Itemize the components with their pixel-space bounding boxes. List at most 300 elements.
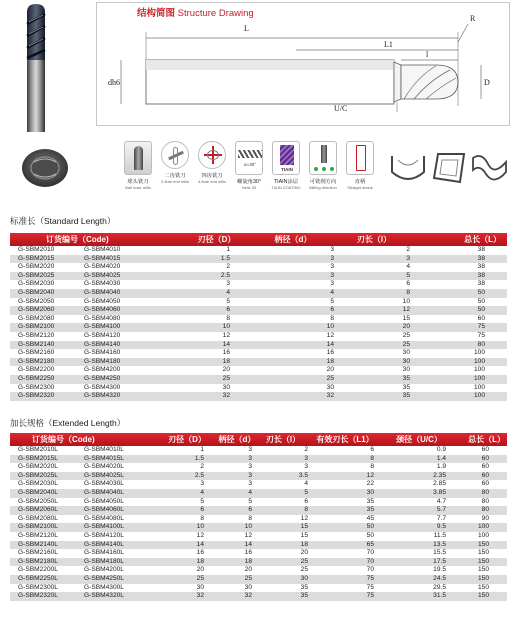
dim-label-dh6: dh6 bbox=[108, 78, 120, 87]
table-cell: G-SBM2140 bbox=[18, 340, 55, 348]
extended-section-title: 加长规格（Extended Length） bbox=[10, 418, 126, 428]
table-cell: 30 bbox=[402, 349, 410, 357]
ext-header-shank: 柄径（d） bbox=[218, 435, 256, 444]
table-cell: 1 bbox=[200, 446, 204, 453]
table-cell: G-SBM2160L bbox=[18, 549, 58, 557]
helix-angle-label: α=30° bbox=[243, 162, 257, 167]
table-cell: 75 bbox=[477, 323, 485, 331]
table-cell: 6 bbox=[304, 497, 308, 505]
table-row bbox=[10, 506, 507, 515]
table-cell: 38 bbox=[477, 254, 485, 262]
table-cell: 25 bbox=[244, 574, 252, 582]
table-cell: 150 bbox=[477, 583, 489, 591]
table-cell: 6 bbox=[226, 306, 230, 314]
table-cell: 75 bbox=[366, 592, 374, 600]
table-cell: 3 bbox=[226, 280, 230, 288]
table-cell: 2 bbox=[200, 463, 204, 471]
table-cell: G-SBM4080L bbox=[84, 514, 124, 522]
drawing-neck bbox=[394, 62, 401, 102]
table-row bbox=[10, 463, 507, 472]
table-cell: 8 bbox=[200, 514, 204, 522]
drawing-title-cn: 结构简图 bbox=[137, 8, 176, 19]
std-header-shank: 柄径（d） bbox=[274, 235, 312, 244]
table-row bbox=[10, 575, 507, 584]
table-cell: 12 bbox=[244, 531, 252, 539]
dim-label-l: l bbox=[426, 50, 429, 59]
table-cell: 20 bbox=[196, 566, 204, 574]
table-cell: 12 bbox=[326, 331, 334, 339]
table-cell: 18 bbox=[222, 357, 230, 365]
table-cell: 35 bbox=[300, 592, 308, 600]
std-header-flute-length: 刃长（l） bbox=[356, 235, 392, 244]
table-cell: 12 bbox=[300, 514, 308, 522]
table-cell: 60 bbox=[481, 463, 489, 471]
table-cell: G-SBM4300 bbox=[84, 383, 121, 391]
table-cell: 3 bbox=[330, 271, 334, 279]
table-cell: 15 bbox=[402, 314, 410, 322]
table-cell: 80 bbox=[481, 506, 489, 514]
table-cell: 20 bbox=[402, 323, 410, 331]
table-row bbox=[10, 263, 507, 272]
table-cell: 35 bbox=[366, 506, 374, 514]
table-cell: G-SBM4100 bbox=[84, 323, 121, 331]
table-cell: 80 bbox=[477, 340, 485, 348]
table-cell: G-SBM2025 bbox=[18, 271, 55, 279]
table-cell: G-SBM2100L bbox=[18, 523, 58, 531]
extended-table-body bbox=[10, 446, 507, 601]
ext-header-code: 订货编号（Code) bbox=[32, 435, 95, 444]
table-cell: 3.85 bbox=[433, 488, 446, 496]
table-cell: 30 bbox=[402, 366, 410, 374]
table-cell: 16 bbox=[244, 549, 252, 557]
table-cell: 45 bbox=[366, 514, 374, 522]
table-row bbox=[10, 375, 507, 384]
feature-ball-nose-cn: 球头铣刀 bbox=[127, 179, 149, 185]
table-cell: 10 bbox=[326, 323, 334, 331]
ball-nose-end-mill-photo bbox=[16, 2, 56, 134]
feature-straight-shank bbox=[342, 141, 378, 190]
table-cell: 75 bbox=[366, 583, 374, 591]
table-cell: 100 bbox=[473, 349, 485, 357]
table-cell: G-SBM4120L bbox=[84, 531, 124, 539]
dim-label-D: D bbox=[484, 78, 490, 87]
table-cell: 38 bbox=[477, 263, 485, 271]
table-cell: 100 bbox=[473, 392, 485, 400]
table-cell: 16 bbox=[196, 549, 204, 557]
table-cell: 3 bbox=[330, 280, 334, 288]
table-cell: G-SBM2015L bbox=[18, 454, 58, 462]
ball-nose-icon bbox=[124, 141, 152, 175]
table-cell: G-SBM2200L bbox=[18, 566, 58, 574]
table-cell: 0.9 bbox=[436, 446, 446, 453]
table-cell: 60 bbox=[481, 471, 489, 479]
table-cell: 50 bbox=[477, 297, 485, 305]
table-cell: 20 bbox=[300, 549, 308, 557]
ext-header-overall-length: 总长（L） bbox=[468, 435, 505, 444]
table-cell: 8 bbox=[248, 514, 252, 522]
table-cell: G-SBM4050L bbox=[84, 497, 124, 505]
standard-table-body bbox=[10, 246, 507, 401]
standard-section-title: 标准长（Standard Length） bbox=[10, 216, 116, 226]
ext-header-d: 刃径（D） bbox=[168, 435, 206, 444]
table-cell: 25 bbox=[402, 331, 410, 339]
two-flute-icon bbox=[161, 141, 189, 169]
table-row bbox=[10, 472, 507, 481]
table-cell: 3.5 bbox=[298, 471, 308, 479]
table-cell: 3 bbox=[200, 480, 204, 488]
feature-2-flute bbox=[157, 141, 193, 184]
table-cell: G-SBM2010 bbox=[18, 246, 55, 253]
table-row bbox=[10, 255, 507, 264]
table-row bbox=[10, 323, 507, 332]
table-cell: G-SBM4040 bbox=[84, 288, 121, 296]
table-cell: 100 bbox=[473, 383, 485, 391]
table-cell: 12 bbox=[222, 331, 230, 339]
table-row bbox=[10, 306, 507, 315]
straight-shank-icon bbox=[346, 141, 374, 175]
table-cell: 6 bbox=[330, 306, 334, 314]
feature-milling-direction-cn: 可铣削方向 bbox=[309, 179, 337, 185]
dim-label-L1: L1 bbox=[384, 40, 393, 49]
table-cell: G-SBM4320L bbox=[84, 592, 124, 600]
table-row bbox=[10, 341, 507, 350]
table-cell: G-SBM2120 bbox=[18, 331, 55, 339]
feature-tiain-coating-en: TIAIN COATING bbox=[271, 185, 301, 190]
table-cell: 4 bbox=[226, 288, 230, 296]
table-cell: 7.7 bbox=[436, 514, 446, 522]
table-cell: 31.5 bbox=[433, 592, 446, 600]
table-cell: 29.5 bbox=[433, 583, 446, 591]
table-cell: G-SBM2320L bbox=[18, 592, 58, 600]
table-cell: 100 bbox=[473, 357, 485, 365]
table-cell: G-SBM4025L bbox=[84, 471, 124, 479]
table-cell: 3 bbox=[248, 463, 252, 471]
table-cell: 5 bbox=[226, 297, 230, 305]
table-row bbox=[10, 489, 507, 498]
table-cell: G-SBM4300L bbox=[84, 583, 124, 591]
feature-milling-direction-en: Milling direction bbox=[309, 185, 337, 190]
table-cell: 60 bbox=[481, 480, 489, 488]
table-cell: 65 bbox=[366, 540, 374, 548]
table-cell: G-SBM2160 bbox=[18, 349, 55, 357]
table-cell: 75 bbox=[477, 331, 485, 339]
feature-2-flute-en: 2-flute end mills bbox=[160, 179, 189, 184]
table-cell: 15.5 bbox=[433, 549, 446, 557]
table-cell: 100 bbox=[473, 374, 485, 382]
table-cell: G-SBM4060L bbox=[84, 506, 124, 514]
pocket-profile-icon bbox=[430, 148, 470, 188]
table-cell: 3 bbox=[406, 254, 410, 262]
table-cell: G-SBM4180 bbox=[84, 357, 121, 365]
helix-angle-icon bbox=[235, 141, 263, 175]
table-cell: 6 bbox=[248, 506, 252, 514]
table-cell: 5 bbox=[200, 497, 204, 505]
table-cell: G-SBM2250 bbox=[18, 374, 55, 382]
table-row bbox=[10, 592, 507, 601]
table-cell: 38 bbox=[477, 271, 485, 279]
table-cell: G-SBM2320 bbox=[18, 392, 55, 400]
table-cell: 3 bbox=[248, 446, 252, 453]
table-cell: 150 bbox=[477, 566, 489, 574]
ext-header-effective-length: 有效刃长（L1） bbox=[316, 435, 374, 444]
table-cell: 25 bbox=[326, 374, 334, 382]
table-cell: 50 bbox=[477, 288, 485, 296]
table-cell: 8 bbox=[370, 454, 374, 462]
std-header-overall-length: 总长（L） bbox=[464, 235, 501, 244]
table-row bbox=[10, 584, 507, 593]
table-cell: G-SBM4015 bbox=[84, 254, 121, 262]
table-cell: 2.35 bbox=[433, 471, 446, 479]
table-cell: G-SBM2180L bbox=[18, 557, 58, 565]
table-cell: 10 bbox=[222, 323, 230, 331]
table-cell: 10 bbox=[402, 297, 410, 305]
table-cell: 8 bbox=[304, 506, 308, 514]
table-cell: 18 bbox=[196, 557, 204, 565]
table-cell: G-SBM4060 bbox=[84, 306, 121, 314]
table-cell: G-SBM4080 bbox=[84, 314, 121, 322]
table-cell: G-SBM4015L bbox=[84, 454, 124, 462]
table-cell: 22 bbox=[366, 480, 374, 488]
table-cell: G-SBM2040L bbox=[18, 488, 58, 496]
table-cell: 4 bbox=[200, 488, 204, 496]
table-cell: 25 bbox=[196, 574, 204, 582]
concave-profile-icon bbox=[388, 148, 428, 188]
table-cell: 2 bbox=[406, 246, 410, 253]
table-row bbox=[10, 549, 507, 558]
table-cell: 4.7 bbox=[436, 497, 446, 505]
feature-milling-direction bbox=[305, 141, 341, 190]
table-cell: 2.5 bbox=[220, 271, 230, 279]
table-cell: 20 bbox=[326, 366, 334, 374]
table-cell: 32 bbox=[196, 592, 204, 600]
feature-4-flute bbox=[194, 141, 230, 184]
table-cell: 3 bbox=[330, 254, 334, 262]
table-cell: 18 bbox=[326, 357, 334, 365]
table-cell: G-SBM4140 bbox=[84, 340, 121, 348]
table-cell: 2.85 bbox=[433, 480, 446, 488]
table-cell: 14 bbox=[326, 340, 334, 348]
table-cell: 6 bbox=[370, 446, 374, 453]
table-cell: 24.5 bbox=[433, 574, 446, 582]
table-cell: 80 bbox=[481, 488, 489, 496]
table-cell: 14 bbox=[244, 540, 252, 548]
table-cell: 1.9 bbox=[436, 463, 446, 471]
ext-header-neck: 颈径（U/C） bbox=[396, 435, 442, 444]
dim-line-R bbox=[458, 24, 468, 42]
table-row bbox=[10, 515, 507, 524]
table-cell: 75 bbox=[366, 574, 374, 582]
table-cell: 60 bbox=[481, 446, 489, 453]
table-cell: G-SBM2120L bbox=[18, 531, 58, 539]
table-cell: 8 bbox=[370, 463, 374, 471]
table-cell: 9.5 bbox=[436, 523, 446, 531]
table-cell: 16 bbox=[326, 349, 334, 357]
table-cell: G-SBM2060L bbox=[18, 506, 58, 514]
milling-direction-icon bbox=[309, 141, 337, 175]
table-cell: G-SBM2180 bbox=[18, 357, 55, 365]
table-cell: G-SBM2010L bbox=[18, 446, 58, 453]
table-cell: 15 bbox=[300, 523, 308, 531]
table-cell: 70 bbox=[366, 549, 374, 557]
table-row bbox=[10, 523, 507, 532]
table-cell: 25 bbox=[300, 557, 308, 565]
table-row bbox=[10, 366, 507, 375]
table-cell: 50 bbox=[477, 306, 485, 314]
table-cell: 35 bbox=[402, 383, 410, 391]
feature-helix-30 bbox=[231, 141, 267, 190]
table-cell: G-SBM2080L bbox=[18, 514, 58, 522]
table-cell: G-SBM4100L bbox=[84, 523, 124, 531]
table-cell: 2 bbox=[304, 446, 308, 453]
standard-length-table bbox=[10, 233, 507, 401]
table-cell: G-SBM2020L bbox=[18, 463, 58, 471]
table-cell: 18 bbox=[244, 557, 252, 565]
dim-label-R: R bbox=[470, 14, 476, 23]
table-row bbox=[10, 541, 507, 550]
table-cell: 10 bbox=[244, 523, 252, 531]
table-cell: 50 bbox=[366, 523, 374, 531]
table-cell: 30 bbox=[222, 383, 230, 391]
table-cell: 14 bbox=[196, 540, 204, 548]
table-cell: G-SBM4050 bbox=[84, 297, 121, 305]
table-cell: 25 bbox=[300, 566, 308, 574]
table-cell: 70 bbox=[366, 557, 374, 565]
table-cell: 90 bbox=[481, 514, 489, 522]
table-cell: 1.4 bbox=[436, 454, 446, 462]
table-cell: 12 bbox=[196, 531, 204, 539]
table-cell: G-SBM2030 bbox=[18, 280, 55, 288]
table-cell: 38 bbox=[477, 280, 485, 288]
table-cell: 5 bbox=[248, 497, 252, 505]
table-row bbox=[10, 332, 507, 341]
table-cell: 25 bbox=[402, 340, 410, 348]
feature-4-flute-en: 4-flute end mills bbox=[197, 179, 226, 184]
feature-2-flute-cn: 二齿铣刀 bbox=[164, 173, 186, 179]
table-cell: G-SBM4020 bbox=[84, 263, 121, 271]
table-cell: 150 bbox=[477, 574, 489, 582]
curved-surface-icon bbox=[470, 148, 510, 188]
table-row bbox=[10, 315, 507, 324]
table-cell: G-SBM4250 bbox=[84, 374, 121, 382]
table-row bbox=[10, 558, 507, 567]
table-cell: 30 bbox=[326, 383, 334, 391]
table-cell: G-SBM2025L bbox=[18, 471, 58, 479]
table-cell: 30 bbox=[196, 583, 204, 591]
table-cell: 100 bbox=[477, 531, 489, 539]
table-cell: G-SBM4320 bbox=[84, 392, 121, 400]
table-cell: 14 bbox=[222, 340, 230, 348]
feature-helix-30-cn: 螺旋角30° bbox=[237, 179, 261, 185]
table-cell: G-SBM2140L bbox=[18, 540, 58, 548]
table-cell: 4 bbox=[304, 480, 308, 488]
table-cell: 3 bbox=[248, 454, 252, 462]
table-cell: 3 bbox=[304, 454, 308, 462]
table-row bbox=[10, 498, 507, 507]
table-cell: G-SBM2050L bbox=[18, 497, 58, 505]
four-flute-icon bbox=[198, 141, 226, 169]
feature-tiain-coating bbox=[268, 141, 304, 190]
feature-4-flute-cn: 四齿铣刀 bbox=[201, 173, 223, 179]
table-cell: G-SBM2080 bbox=[18, 314, 55, 322]
table-row bbox=[10, 298, 507, 307]
table-row bbox=[10, 384, 507, 393]
feature-ball-nose-en: Ball nose mills bbox=[125, 185, 151, 190]
table-cell: 17.5 bbox=[433, 557, 446, 565]
table-cell: G-SBM2100 bbox=[18, 323, 55, 331]
table-row bbox=[10, 532, 507, 541]
table-row bbox=[10, 246, 507, 255]
table-row bbox=[10, 272, 507, 281]
table-cell: 19.5 bbox=[433, 566, 446, 574]
table-cell: 10 bbox=[196, 523, 204, 531]
table-cell: 2 bbox=[226, 263, 230, 271]
table-row bbox=[10, 480, 507, 489]
table-cell: 8 bbox=[406, 288, 410, 296]
table-cell: G-SBM4020L bbox=[84, 463, 124, 471]
table-cell: 35 bbox=[366, 497, 374, 505]
table-cell: G-SBM2050 bbox=[18, 297, 55, 305]
table-cell: 30 bbox=[244, 583, 252, 591]
table-cell: G-SBM4025 bbox=[84, 271, 121, 279]
ext-header-flute-length: 刃长（l） bbox=[265, 435, 301, 444]
table-cell: 35 bbox=[402, 374, 410, 382]
table-row bbox=[10, 446, 507, 455]
table-cell: 35 bbox=[300, 583, 308, 591]
end-view-icon bbox=[20, 146, 70, 190]
table-cell: 80 bbox=[481, 497, 489, 505]
table-cell: G-SBM4180L bbox=[84, 557, 124, 565]
feature-ball-nose bbox=[120, 141, 156, 190]
table-cell: 20 bbox=[244, 566, 252, 574]
table-row bbox=[10, 392, 507, 401]
table-cell: G-SBM2040 bbox=[18, 288, 55, 296]
table-cell: 8 bbox=[226, 314, 230, 322]
table-cell: 100 bbox=[477, 523, 489, 531]
table-cell: G-SBM4200 bbox=[84, 366, 121, 374]
table-cell: 150 bbox=[477, 557, 489, 565]
table-cell: 3 bbox=[330, 246, 334, 253]
table-cell: 2.5 bbox=[194, 471, 204, 479]
table-cell: 100 bbox=[473, 366, 485, 374]
std-header-code: 订货编号（Code) bbox=[46, 235, 109, 244]
table-cell: G-SBM4010 bbox=[84, 246, 121, 253]
table-cell: 30 bbox=[402, 357, 410, 365]
table-cell: 150 bbox=[477, 592, 489, 600]
table-row bbox=[10, 289, 507, 298]
table-cell: G-SBM2250L bbox=[18, 574, 58, 582]
table-cell: 1.5 bbox=[194, 454, 204, 462]
table-cell: 5 bbox=[330, 297, 334, 305]
table-cell: G-SBM2200 bbox=[18, 366, 55, 374]
table-cell: 25 bbox=[222, 374, 230, 382]
table-cell: G-SBM4160L bbox=[84, 549, 124, 557]
structure-drawing bbox=[96, 2, 510, 126]
table-cell: 8 bbox=[330, 314, 334, 322]
table-cell: 4 bbox=[248, 488, 252, 496]
extended-table-header bbox=[10, 433, 507, 446]
table-cell: 1.5 bbox=[220, 254, 230, 262]
table-row bbox=[10, 280, 507, 289]
table-cell: 3 bbox=[248, 480, 252, 488]
table-cell: G-SBM4160 bbox=[84, 349, 121, 357]
table-row bbox=[10, 349, 507, 358]
std-header-d: 刃径（D） bbox=[197, 235, 236, 244]
table-cell: G-SBM2300 bbox=[18, 383, 55, 391]
feature-straight-shank-cn: 直柄 bbox=[354, 179, 366, 185]
table-cell: 5 bbox=[304, 488, 308, 496]
table-cell: 30 bbox=[300, 574, 308, 582]
table-row bbox=[10, 455, 507, 464]
